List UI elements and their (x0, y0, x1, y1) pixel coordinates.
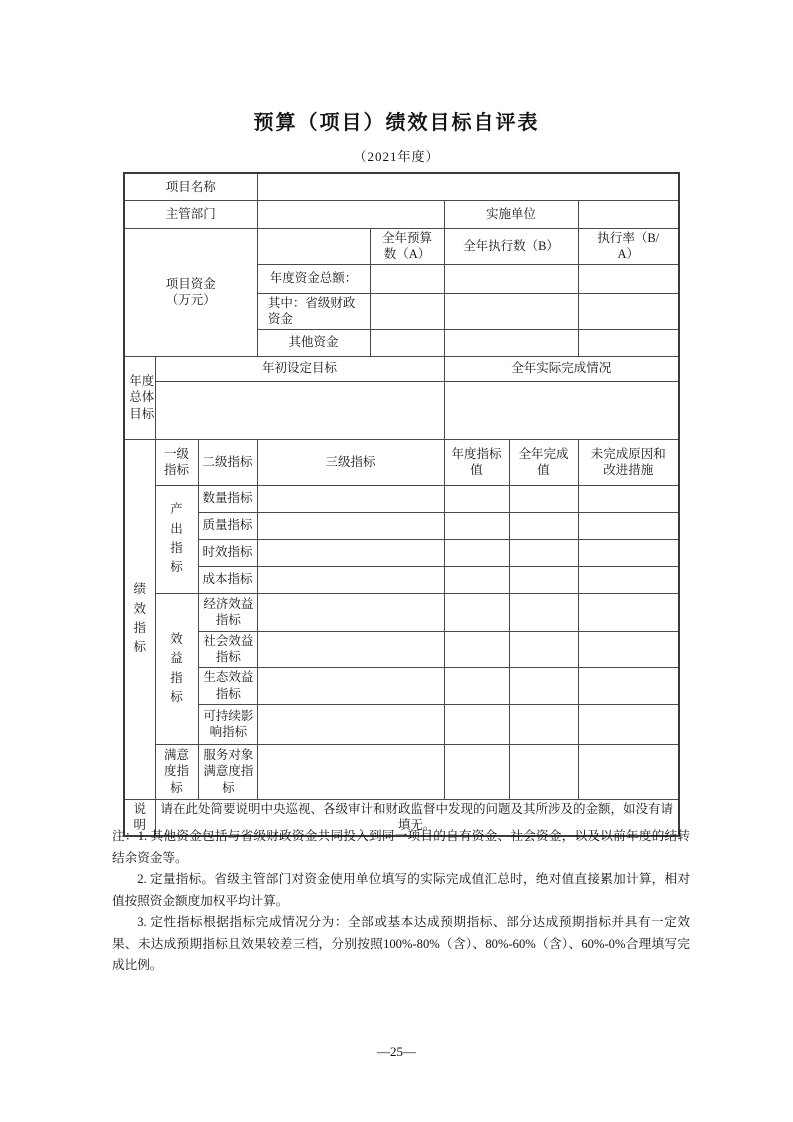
indicator-label: 质量指标 (198, 512, 257, 539)
indicator-label: 数量指标 (198, 485, 257, 512)
row-indicator-timeliness (124, 539, 679, 566)
header-target: 年度指标值 (444, 439, 509, 485)
indicator-reason-cell (578, 704, 679, 744)
indicator-level3-cell (257, 485, 444, 512)
funds-other-label: 其他资金 (257, 329, 370, 356)
indicator-completed-cell (509, 593, 578, 631)
header-level3: 三级指标 (257, 439, 444, 485)
indicator-level3-cell (257, 744, 444, 799)
indicator-level3-cell (257, 512, 444, 539)
row-annual-goal-header (124, 356, 679, 381)
indicator-reason-cell (578, 631, 679, 667)
group-satisfaction-label: 满意度指标 (155, 744, 198, 799)
footnote-1: 注：1. 其他资金包括与省级财政资金共同投入到同一项目的自有资金、社会资金，以及以前年度的结转结余资金等。 (112, 829, 690, 865)
indicator-level3-cell (257, 566, 444, 593)
group-output-label: 产出指标 (155, 485, 198, 593)
funds-other-budget (370, 329, 444, 356)
indicator-target-cell (444, 631, 509, 667)
funds-label-text: 项目资金（万元） (165, 276, 216, 307)
indicator-reason-cell (578, 593, 679, 631)
indicator-completed-cell (509, 566, 578, 593)
funds-sublabel-header (257, 228, 370, 264)
indicator-target-cell (444, 566, 509, 593)
header-level1: 一级指标 (155, 439, 198, 485)
indicator-label: 可持续影响指标 (198, 704, 257, 744)
indicator-completed-cell (509, 485, 578, 512)
row-funds-header (124, 228, 679, 264)
indicator-label: 社会效益指标 (198, 631, 257, 667)
funds-label (124, 228, 257, 356)
page-title: 预算（项目）绩效目标自评表 (253, 112, 540, 134)
row-indicator-satisfaction (124, 744, 679, 799)
indicator-target-cell (444, 593, 509, 631)
indicator-reason-cell (578, 485, 679, 512)
indicator-target-cell (444, 512, 509, 539)
row-indicator-economic (124, 593, 679, 631)
indicator-target-cell (444, 744, 509, 799)
col-executed-header: 全年执行数（B） (444, 228, 578, 264)
indicator-completed-cell (509, 744, 578, 799)
col-budget-header: 全年预算数（A） (370, 228, 444, 264)
indicator-level3-cell (257, 593, 444, 631)
funds-total-executed (444, 264, 578, 293)
header-reason: 未完成原因和改进措施 (578, 439, 679, 485)
header-completed: 全年完成值 (509, 439, 578, 485)
indicator-label: 成本指标 (198, 566, 257, 593)
indicator-completed-cell (509, 539, 578, 566)
footnote-3: 3. 定性指标根据指标完成情况分为：全部或基本达成预期指标、部分达成预期指标并具有一定效果、未达成预期指标且效果较差三档，分别按照100%-80%（含）、80%-60%（含）、60%-0%合理填写完成比例。 (112, 915, 690, 972)
indicator-label: 服务对象满意度指标 (198, 744, 257, 799)
indicators-label: 绩效指标 (124, 439, 155, 799)
page-number: —25— (377, 1044, 416, 1059)
self-evaluation-table (123, 172, 680, 837)
indicator-label: 经济效益指标 (198, 593, 257, 631)
page-subtitle: （2021年度） (353, 149, 440, 164)
annual-goal-actual-header: 全年实际完成情况 (444, 356, 679, 381)
indicator-level3-cell (257, 667, 444, 704)
indicator-level3-cell (257, 704, 444, 744)
indicator-reason-cell (578, 744, 679, 799)
indicator-label: 生态效益指标 (198, 667, 257, 704)
indicator-completed-cell (509, 667, 578, 704)
indicator-label: 时效指标 (198, 539, 257, 566)
project-name-label: 项目名称 (124, 173, 257, 200)
funds-provincial-budget (370, 293, 444, 329)
indicator-completed-cell (509, 512, 578, 539)
annual-goal-initial-value (155, 381, 444, 439)
indicator-level3-cell (257, 539, 444, 566)
funds-provincial-rate (578, 293, 679, 329)
indicator-target-cell (444, 667, 509, 704)
row-indicator-quantity (124, 485, 679, 512)
project-name-value (257, 173, 679, 200)
funds-provincial-executed (444, 293, 578, 329)
funds-other-executed (444, 329, 578, 356)
indicator-target-cell (444, 704, 509, 744)
annual-goal-label: 年度总体目标 (124, 356, 155, 439)
footnote-2: 2. 定量指标。省级主管部门对资金使用单位填写的实际完成值汇总时，绝对值直接累加计算，相对值按照资金额度加权平均计算。 (112, 872, 690, 908)
indicator-completed-cell (509, 704, 578, 744)
indicator-completed-cell (509, 631, 578, 667)
funds-total-label: 年度资金总额： (257, 264, 370, 293)
indicator-reason-cell (578, 566, 679, 593)
row-dept (124, 200, 679, 228)
row-indicator-quality (124, 512, 679, 539)
group-benefit-label: 效益指标 (155, 593, 198, 744)
row-indicator-sustainability (124, 704, 679, 744)
funds-other-rate (578, 329, 679, 356)
annual-goal-initial-header: 年初设定目标 (155, 356, 444, 381)
impl-unit-label: 实施单位 (444, 200, 578, 228)
indicator-target-cell (444, 539, 509, 566)
footnotes (112, 826, 690, 977)
annual-goal-actual-value (444, 381, 679, 439)
row-annual-goal-values (124, 381, 679, 439)
indicator-target-cell (444, 485, 509, 512)
funds-total-budget (370, 264, 444, 293)
funds-provincial-label: 其中：省级财政资金 (257, 293, 370, 329)
row-indicator-ecological (124, 667, 679, 704)
indicator-reason-cell (578, 667, 679, 704)
indicator-reason-cell (578, 539, 679, 566)
funds-total-rate (578, 264, 679, 293)
row-project-name (124, 173, 679, 200)
indicator-level3-cell (257, 631, 444, 667)
indicator-reason-cell (578, 512, 679, 539)
header-level2: 二级指标 (198, 439, 257, 485)
dept-value (257, 200, 444, 228)
remark-text: 请在此处简要说明中央巡视、各级审计和财政监督中发现的问题及其所涉及的金额，如没有请填无。 (155, 799, 679, 836)
row-indicators-header (124, 439, 679, 485)
col-rate-header: 执行率（B/A） (578, 228, 679, 264)
row-indicator-cost (124, 566, 679, 593)
impl-unit-value (578, 200, 679, 228)
dept-label: 主管部门 (124, 200, 257, 228)
row-indicator-social (124, 631, 679, 667)
remark-label: 说明 (124, 799, 155, 836)
